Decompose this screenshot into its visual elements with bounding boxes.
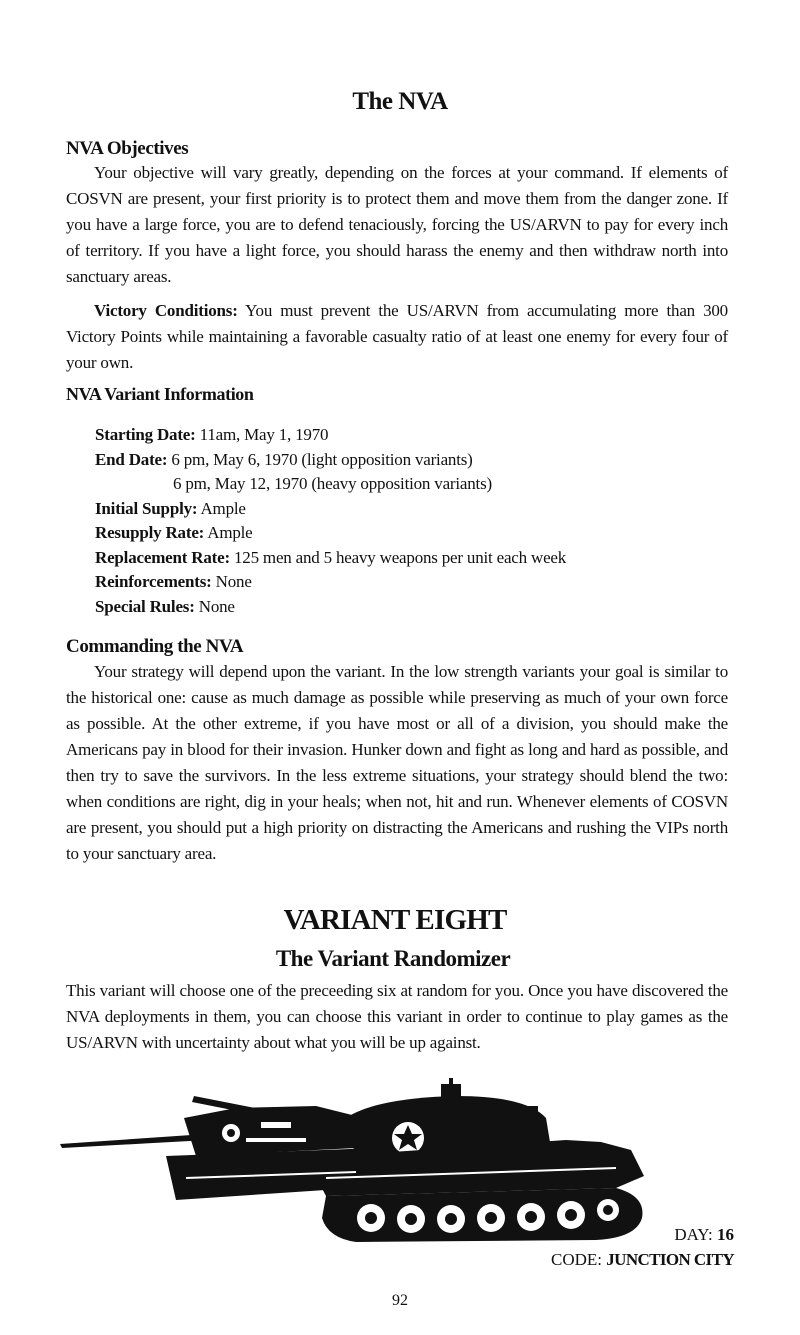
replacement-value: 125 men and 5 heavy weapons per unit each week bbox=[229, 547, 567, 567]
replacement-row bbox=[95, 546, 566, 571]
initial-supply-row bbox=[95, 497, 566, 522]
day-code-block bbox=[551, 1222, 734, 1272]
code-value: JUNCTION CITY bbox=[606, 1250, 734, 1269]
starting-date-row bbox=[95, 423, 566, 448]
starting-date-value: 11am, May 1, 1970 bbox=[195, 425, 329, 444]
resupply-label: Resupply Rate: bbox=[95, 523, 205, 542]
day-label: DAY: bbox=[674, 1225, 717, 1244]
code-label: CODE: bbox=[551, 1250, 607, 1269]
starting-date-label: Starting Date: bbox=[95, 425, 196, 444]
special-rules-label: Special Rules: bbox=[95, 596, 195, 616]
variant-info-heading: NVA Variant Information bbox=[66, 384, 254, 404]
day-line bbox=[551, 1222, 734, 1247]
end-date-value-light: 6 pm, May 6, 1970 (light opposition variants) bbox=[167, 449, 473, 469]
reinforcements-value: None bbox=[211, 572, 252, 591]
initial-supply-label: Initial Supply: bbox=[95, 498, 198, 518]
victory-conditions-label: Victory Conditions: bbox=[94, 301, 238, 320]
end-date-value-heavy: 6 pm, May 12, 1970 (heavy opposition variants) bbox=[173, 474, 492, 493]
victory-conditions-text: You must prevent the US/ARVN from accumulating more than 300 Victory Points while maintaining a favorable casualty ratio of at least one enemy for every four of your own. bbox=[66, 301, 728, 372]
variant-subtitle: The Variant Randomizer bbox=[275, 946, 511, 971]
objectives-heading: NVA Objectives bbox=[66, 138, 189, 159]
code-line bbox=[551, 1247, 734, 1272]
initial-supply-value: Ample bbox=[197, 498, 246, 518]
variant-paragraph: This variant will choose one of the preceeding six at random for you. Once you have discovered the NVA deployments in them, you can choose this variant in order to continue to play games as the US/ARVN with uncertainty about what you will be up against. bbox=[66, 981, 728, 1052]
replacement-label: Replacement Rate: bbox=[95, 547, 230, 567]
victory-conditions-paragraph bbox=[66, 298, 728, 376]
page-title: The NVA bbox=[352, 88, 448, 115]
reinforcements-label: Reinforcements: bbox=[95, 572, 212, 591]
page-number: 92 bbox=[392, 1292, 408, 1309]
commanding-heading: Commanding the NVA bbox=[66, 636, 244, 657]
special-rules-value: None bbox=[194, 596, 235, 616]
end-date-row-2 bbox=[95, 472, 566, 497]
resupply-row bbox=[95, 521, 566, 546]
end-date-row bbox=[95, 448, 566, 473]
reinforcements-row bbox=[95, 570, 566, 595]
end-date-label: End Date: bbox=[95, 449, 168, 469]
resupply-value: Ample bbox=[204, 523, 253, 542]
objectives-paragraph: Your objective will vary greatly, depending on the forces at your command. If elements of COSVN are present, your first priority is to protect them and move them from the danger zone. If you have a large force, you are to defend tenaciously, forcing the US/ARVN to pay for every inch of territory. If you have a light force, you should harass the enemy and then withdraw north into sanctuary areas. bbox=[66, 163, 728, 286]
special-rules-row bbox=[95, 595, 566, 620]
variant-info-list bbox=[95, 423, 566, 619]
day-value: 16 bbox=[717, 1225, 734, 1244]
commanding-paragraph: Your strategy will depend upon the variant. In the low strength variants your goal is similar to the historical one: cause as much damage as possible while preserving as much of your own force as possible. At the other extreme, if you have most or all of a division, you should make the Americans pay in blood for their invasion. Hunker down and fight as long and hard as possible, and then try to save the survivors. In the less extreme situations, your strategy should blend the two: when conditions are right, dig in your heals; when not, hit and run. Whenever elements of COSVN are present, you should put a high priority on distracting the Americans and rushing the VIPs north to your sanctuary area. bbox=[66, 662, 728, 863]
variant-title: VARIANT EIGHT bbox=[283, 904, 507, 936]
